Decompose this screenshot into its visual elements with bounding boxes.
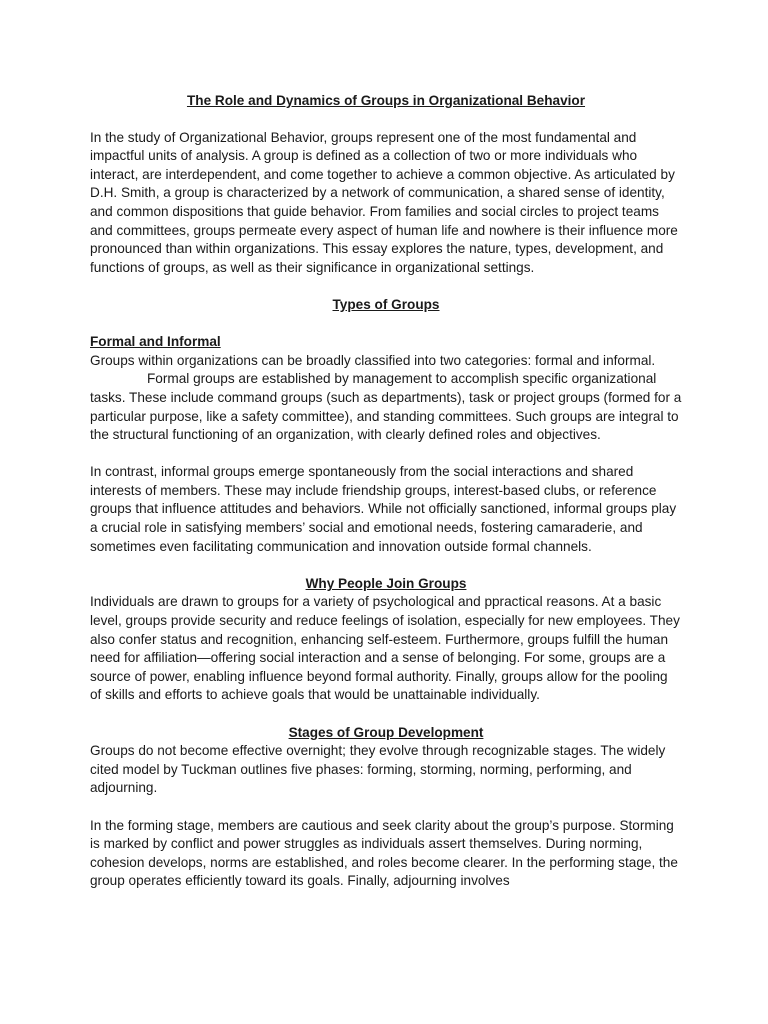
document-page — [90, 92, 682, 891]
document-title: The Role and Dynamics of Groups in Organizational Behavior — [186, 93, 586, 108]
stages-intro-paragraph: Groups do not become effective overnight; they evolve through recognizable stages. The widely cited model by Tuckman outlines five phases: forming, storming, norming, performing, and adjourning. — [90, 743, 666, 796]
stages-heading: Stages of Group Development — [288, 724, 484, 740]
why-join-heading: Why People Join Groups — [305, 575, 467, 591]
formal-groups-paragraph: Formal groups are established by management to accomplish specific organizational tasks. These include command groups (such as departments), task or project groups (formed for a particular purpose, like a safety committee), and standing committees. Such groups are integral to the structural functioning of an organization, with clearly defined roles and objectives. — [90, 371, 682, 443]
why-join-paragraph: Individuals are drawn to groups for a variety of psychological and ppractical reasons. At a basic level, groups provide security and reduce feelings of isolation, especially for new employees. They also confer status and recognition, enhancing self-esteem. Furthermore, groups fulfill the human need for affiliation—offering social interaction and a sense of belonging. For some, groups are a source of power, enabling influence beyond formal authority. Finally, groups allow for the pooling of skills and efforts to achieve goals that would be unattainable individually. — [90, 594, 680, 703]
stages-detail-paragraph: In the forming stage, members are cautious and seek clarity about the group’s purpose. Storming is marked by conflict and power struggles as individuals assert themselves. During norming, cohesion develops, norms are established, and roles become clearer. In the performing stage, the group operates efficiently toward its goals. Finally, adjourning involves — [90, 817, 678, 889]
intro-paragraph: In the study of Organizational Behavior, groups represent one of the most fundamental and impactful units of analysis. A group is defined as a collection of two or more individuals who interact, are interdependent, and come together to achieve a common objective. As articulated by D.H. Smith, a group is characterized by a network of communication, a shared sense of identity, and common dispositions that guide behavior. From families and social circles to project teams and committees, groups permeate every aspect of human life and nowhere is their influence more pronounced than within organizations. This essay explores the nature, types, development, and functions of groups, as well as their significance in organizational settings. — [90, 129, 678, 275]
informal-groups-paragraph: In contrast, informal groups emerge spontaneously from the social interactions and shared interests of members. These may include friendship groups, interest-based clubs, or reference groups that influence attitudes and behaviors. While not officially sanctioned, informal groups play a crucial role in satisfying members’ social and emotional needs, fostering camaraderie, and sometimes even facilitating communication and innovation outside formal channels. — [90, 464, 677, 554]
formal-intro-line: Groups within organizations can be broadly classified into two categories: formal and informal. — [90, 352, 656, 368]
types-heading: Types of Groups — [332, 296, 440, 312]
formal-informal-heading: Formal and Informal — [90, 334, 221, 350]
